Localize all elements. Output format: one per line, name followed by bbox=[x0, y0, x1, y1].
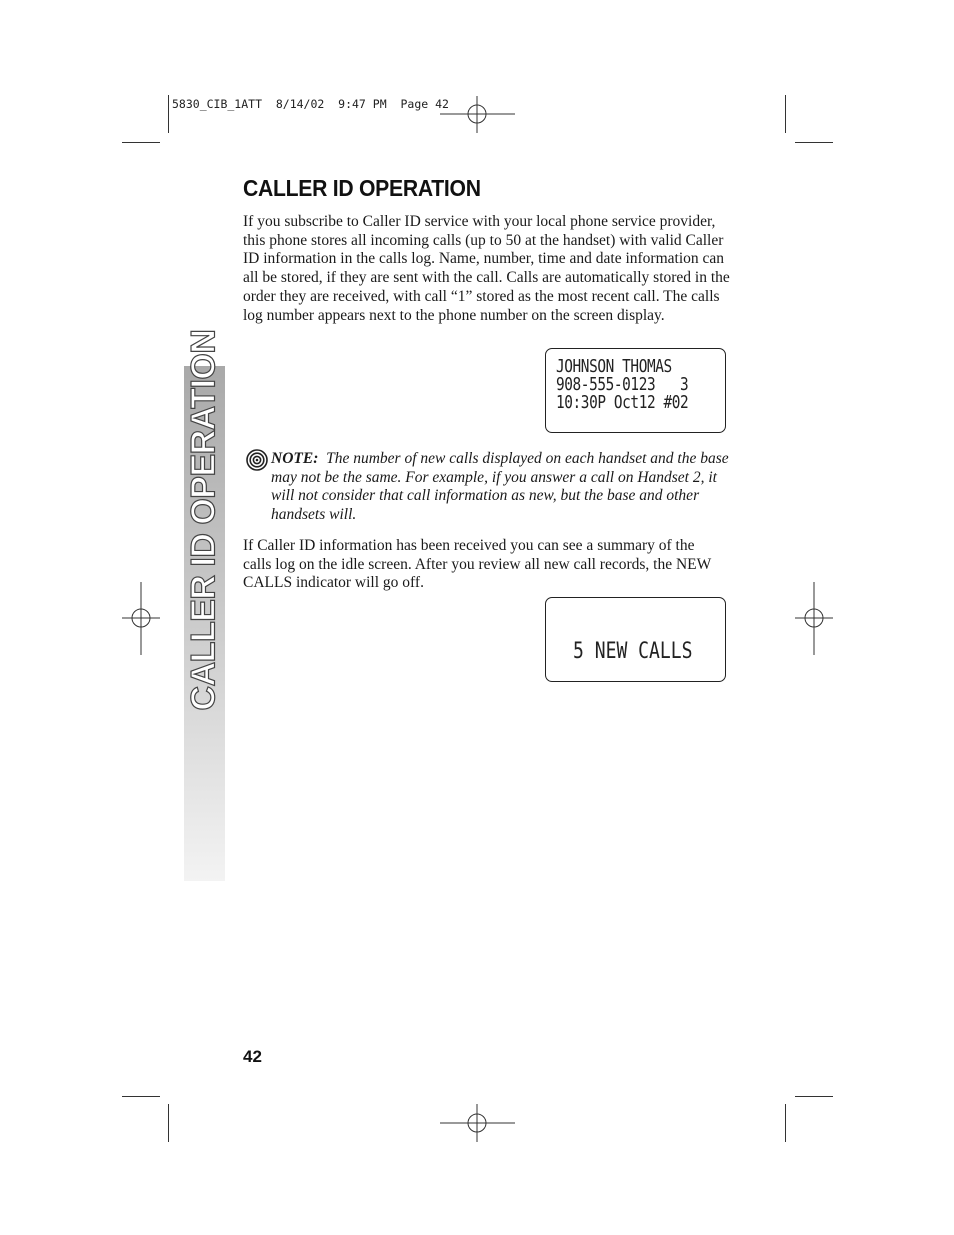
note-text: The number of new calls displayed on each handset and the base may not be the same. For example, if you answer a call on Handset 2, it will not consider that call information as new, but the base and other handsets will. bbox=[271, 450, 729, 524]
note-label: NOTE: bbox=[271, 450, 319, 467]
registration-target-top bbox=[440, 96, 515, 133]
target-icon bbox=[246, 449, 268, 471]
registration-target-bottom bbox=[440, 1104, 515, 1142]
registration-target-left bbox=[122, 582, 160, 655]
page-title: CALLER ID OPERATION bbox=[243, 175, 481, 201]
intro-paragraph: If you subscribe to Caller ID service with your local phone service provider, this phone stores all incoming calls (up to 50 at the handset) with valid Caller ID information in the calls log. Name, number, time and date information can all be stored, if they are sent with the call. Calls are automatically stored in the order they are received, with call “1” stored as the most recent call. The calls log number appears next to the phone number on the screen display. bbox=[243, 213, 730, 324]
side-tab-label: CALLER ID OPERATION bbox=[184, 329, 223, 711]
display-line-time: 10:30P Oct12 #02 bbox=[556, 392, 689, 413]
display-line-number: 908-555-0123 3 bbox=[556, 374, 689, 395]
note-block bbox=[271, 450, 731, 525]
new-calls-display bbox=[545, 597, 726, 682]
registration-target-right bbox=[795, 582, 833, 655]
display-line-name: JOHNSON THOMAS bbox=[556, 356, 672, 377]
display-line-new-calls: 5 NEW CALLS bbox=[573, 639, 693, 664]
summary-paragraph: If Caller ID information has been received you can see a summary of the calls log on the idle screen. After you review all new call records, the NEW CALLS indicator will go off. bbox=[243, 537, 711, 592]
page-number: 42 bbox=[243, 1047, 262, 1066]
calls-log-display bbox=[545, 348, 726, 433]
print-slug: 5830_CIB_1ATT 8/14/02 9:47 PM Page 42 bbox=[172, 97, 449, 111]
